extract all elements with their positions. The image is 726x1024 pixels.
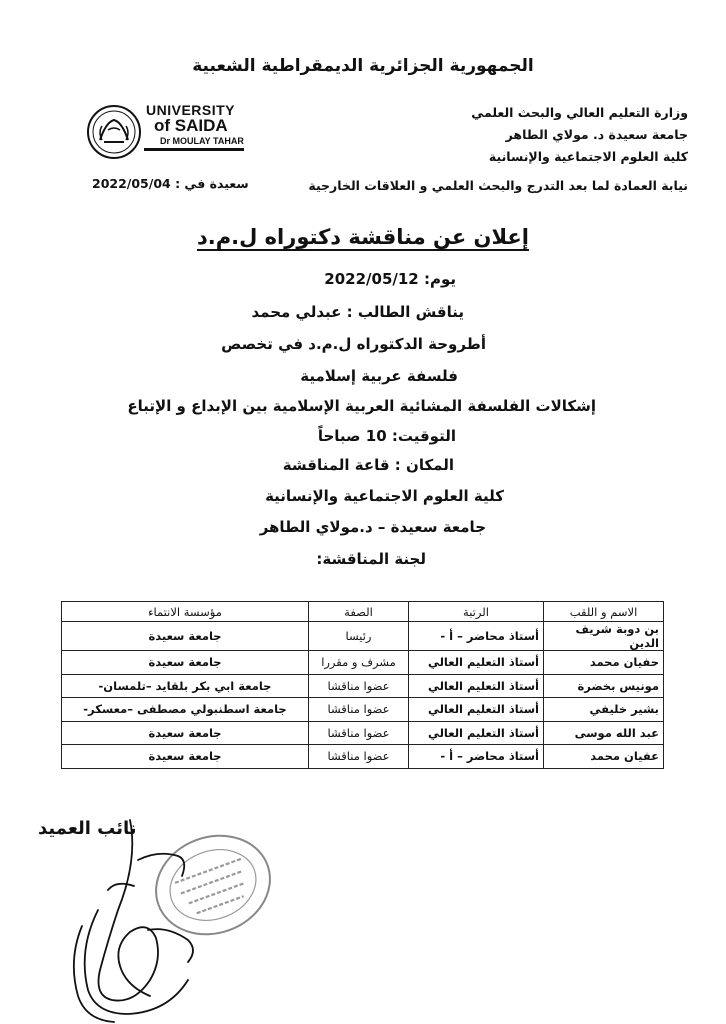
member-role: عضوا مناقشا [309,674,409,698]
defense-time: التوقيت: 10 صباحاً [317,427,456,445]
issue-date: سعيدة في : 2022/05/04 [92,176,249,191]
member-role: عضوا مناقشا [309,745,409,769]
member-institution: جامعة ابي بكر بلقايد –تلمسان- [62,674,309,698]
member-rank: أستاذ التعليم العالي [409,721,544,745]
university-logo [84,98,254,170]
defense-place: المكان : قاعة المناقشة [282,456,454,474]
faculty-name: كلية العلوم الاجتماعية والإنسانية [488,149,688,164]
member-rank: أستاذ التعليم العالي [409,698,544,722]
logo-line-university: UNIVERSITY [146,102,236,118]
table-row [62,745,664,769]
member-institution: جامعة سعيدة [62,745,309,769]
member-institution: جامعة سعيدة [62,721,309,745]
member-institution: جامعة سعيدة [62,651,309,675]
member-name: بن دوبة شريف الدين [544,622,664,651]
logo-line-saida: of SAIDA [154,116,228,135]
dean-office-name: نيابة العمادة لما بعد التدرج والبحث العلمي و العلاقات الخارجية [308,178,688,193]
member-institution: جامعة سعيدة [62,622,309,651]
thesis-title: إشكالات الفلسفة المشائية العربية الإسلامية بين الإبداع و الإتباع [127,397,596,415]
defense-day: يوم: 2022/05/12 [324,270,456,288]
ministry-name: وزارة التعليم العالي والبحث العلمي [471,105,688,120]
thesis-intro: أطروحة الدكتوراه ل.م.د في تخصص [221,335,486,353]
member-role: عضوا مناقشا [309,698,409,722]
column-header-institution: مؤسسة الانتماء [62,602,309,622]
committee-table [61,601,664,769]
member-name: عبد الله موسى [544,721,664,745]
logo-underline [144,148,244,151]
table-row [62,651,664,675]
handwritten-signature-icon [74,820,193,1022]
announcement-title [0,225,726,249]
student-line: يناقش الطالب : عبدلي محمد [251,303,464,321]
republic-title: الجمهورية الجزائرية الديمقراطية الشعبية [192,56,534,76]
member-rank: أستاذ التعليم العالي [409,651,544,675]
member-role: مشرف و مقررا [309,651,409,675]
member-rank: أستاذ محاضر – أ - [409,622,544,651]
place-faculty: كلية العلوم الاجتماعية والإنسانية [265,487,504,505]
institution-header [388,102,688,168]
column-header-name: الاسم و اللقب [544,602,664,622]
place-university: جامعة سعيدة – د.مولاي الطاهر [259,518,486,536]
member-name: بشير خليفي [544,698,664,722]
logo-text [146,102,244,146]
table-header-row [62,602,664,622]
table-row [62,674,664,698]
member-rank: أستاذ محاضر – أ - [409,745,544,769]
member-name: حفيان محمد [544,651,664,675]
table-row [62,622,664,651]
member-role: عضوا مناقشا [309,721,409,745]
logo-line-moulay-tahar: Dr MOULAY TAHAR [160,136,244,146]
announcement-title-text: إعلان عن مناقشة دكتوراه ل.م.د [197,225,529,249]
specialty: فلسفة عربية إسلامية [300,367,458,385]
member-institution: جامعة اسطنبولي مصطفى –معسكر- [62,698,309,722]
university-name: جامعة سعيدة د. مولاي الطاهر [505,127,688,142]
column-header-rank: الرتبة [409,602,544,622]
table-row [62,698,664,722]
column-header-role: الصفة [309,602,409,622]
table-row [62,721,664,745]
member-name: عفيان محمد [544,745,664,769]
member-role: رئيسا [309,622,409,651]
committee-label: لجنة المناقشة: [316,550,426,568]
university-emblem-icon [84,100,148,164]
member-name: مونيس بخضرة [544,674,664,698]
deputy-dean-label: نائب العميد [38,818,137,839]
member-rank: أستاذ التعليم العالي [409,674,544,698]
